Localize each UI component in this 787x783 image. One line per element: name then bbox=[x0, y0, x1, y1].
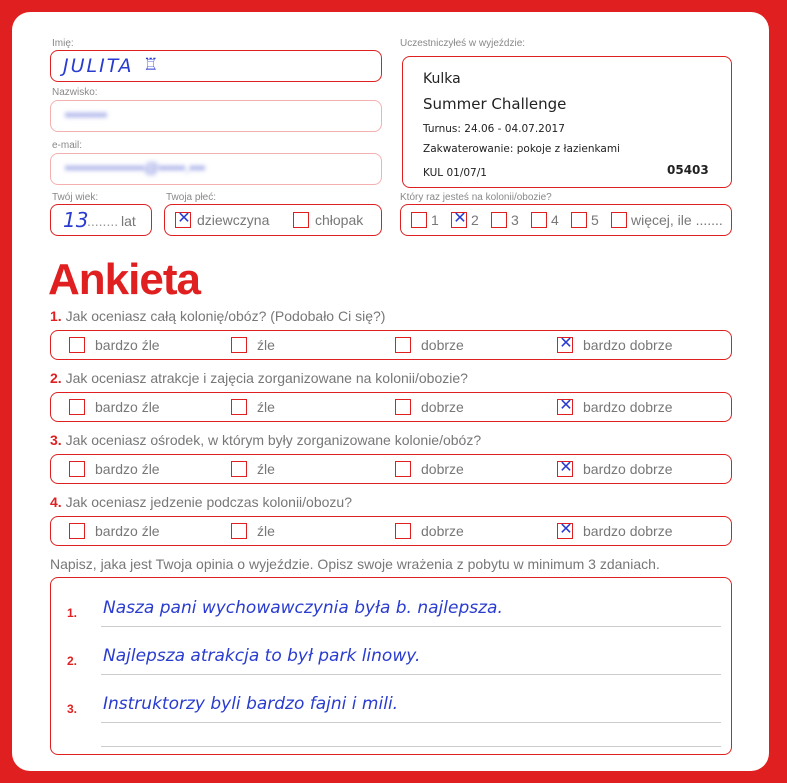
rating-option: bardzo dobrze bbox=[583, 337, 673, 353]
rating-checkbox[interactable] bbox=[557, 333, 573, 353]
check-mark: ✕ bbox=[453, 208, 467, 227]
email-value: •••••••••••••••@•••••.••• bbox=[65, 160, 206, 177]
rating-option: bardzo źle bbox=[95, 461, 160, 477]
times-checkbox-5[interactable] bbox=[571, 212, 587, 228]
rating-option: bardzo dobrze bbox=[583, 523, 673, 539]
gender-option-boy: chłopak bbox=[315, 212, 364, 228]
survey-title: Ankieta bbox=[48, 255, 200, 304]
times-checkbox-1[interactable] bbox=[411, 212, 427, 228]
times-option-3: 3 bbox=[511, 212, 519, 228]
gender-checkbox-boy[interactable] bbox=[293, 212, 309, 228]
question-1 bbox=[50, 308, 385, 324]
rating-row-2 bbox=[50, 392, 732, 422]
rating-checkbox[interactable] bbox=[557, 519, 573, 539]
ticket-brand: Kulka bbox=[423, 71, 461, 87]
times-checkbox-more[interactable] bbox=[611, 212, 627, 228]
opinion-number: 1. bbox=[67, 606, 78, 620]
ruled-line bbox=[101, 746, 721, 747]
surname-field[interactable] bbox=[50, 100, 382, 132]
rating-option: bardzo źle bbox=[95, 523, 160, 539]
times-checkbox-4[interactable] bbox=[531, 212, 547, 228]
rating-option: źle bbox=[257, 399, 275, 415]
opinion-line-1: Nasza pani wychowawczynia była b. najlepsza. bbox=[103, 598, 503, 618]
email-label: e-mail: bbox=[52, 140, 83, 151]
check-mark: ✕ bbox=[559, 333, 573, 352]
rating-option: bardzo dobrze bbox=[583, 461, 673, 477]
opinion-number: 3. bbox=[67, 702, 78, 716]
times-option-5: 5 bbox=[591, 212, 599, 228]
rating-checkbox[interactable] bbox=[69, 337, 85, 353]
question-number: 2. bbox=[50, 370, 62, 386]
question-number: 3. bbox=[50, 432, 62, 448]
rating-checkbox[interactable] bbox=[231, 337, 247, 353]
gender-label: Twoja płeć: bbox=[166, 192, 217, 203]
rating-checkbox[interactable] bbox=[395, 461, 411, 477]
question-number: 1. bbox=[50, 308, 62, 324]
check-mark: ✕ bbox=[559, 519, 573, 538]
question-4 bbox=[50, 494, 352, 510]
age-dots: ........ bbox=[87, 213, 119, 229]
rating-option: źle bbox=[257, 337, 275, 353]
gender-group bbox=[164, 204, 382, 236]
rating-row-3 bbox=[50, 454, 732, 484]
question-text: Jak oceniasz całą kolonię/obóz? (Podobało Ci się?) bbox=[65, 308, 386, 324]
question-text: Jak oceniasz ośrodek, w którym były zorganizowane kolonie/obóz? bbox=[65, 432, 482, 448]
times-group bbox=[400, 204, 732, 236]
rating-checkbox[interactable] bbox=[69, 523, 85, 539]
rating-checkbox[interactable] bbox=[395, 337, 411, 353]
ticket-lodging: Zakwaterowanie: pokoje z łazienkami bbox=[423, 143, 620, 155]
question-text: Jak oceniasz jedzenie podczas kolonii/obozu? bbox=[65, 494, 352, 510]
times-option-4: 4 bbox=[551, 212, 559, 228]
rating-row-4 bbox=[50, 516, 732, 546]
rating-option: źle bbox=[257, 461, 275, 477]
survey-sheet bbox=[12, 12, 769, 771]
age-field[interactable] bbox=[50, 204, 152, 236]
ruled-line bbox=[101, 674, 721, 675]
ticket-program: Summer Challenge bbox=[423, 95, 567, 113]
ticket-code: KUL 01/07/1 bbox=[423, 167, 487, 179]
times-option-1: 1 bbox=[431, 212, 439, 228]
rating-checkbox[interactable] bbox=[231, 461, 247, 477]
rating-checkbox[interactable] bbox=[395, 399, 411, 415]
rating-checkbox[interactable] bbox=[69, 399, 85, 415]
ruled-line bbox=[101, 626, 721, 627]
opinion-line-3: Instruktorzy byli bardzo fajni i mili. bbox=[103, 694, 399, 714]
times-option-more: więcej, ile ....... bbox=[631, 212, 723, 228]
rating-row-1 bbox=[50, 330, 732, 360]
opinion-prompt: Napisz, jaka jest Twoja opinia o wyjeździe. Opisz swoje wrażenia z pobytu w minimum 3 zdaniach. bbox=[50, 556, 660, 572]
rating-option: dobrze bbox=[421, 337, 464, 353]
times-checkbox-3[interactable] bbox=[491, 212, 507, 228]
email-field[interactable] bbox=[50, 153, 382, 185]
surname-value: •••••••• bbox=[65, 107, 108, 124]
rating-checkbox[interactable] bbox=[395, 523, 411, 539]
ruled-line bbox=[101, 722, 721, 723]
rating-option: źle bbox=[257, 523, 275, 539]
name-field[interactable] bbox=[50, 50, 382, 82]
gender-checkbox-girl[interactable] bbox=[175, 208, 191, 228]
question-2 bbox=[50, 370, 468, 386]
ticket-turnus: Turnus: 24.06 - 04.07.2017 bbox=[423, 123, 565, 135]
question-text: Jak oceniasz atrakcje i zajęcia zorganizowane na kolonii/obozie? bbox=[65, 370, 468, 386]
age-value: 13 bbox=[63, 208, 89, 232]
age-label: Twój wiek: bbox=[52, 192, 99, 203]
opinion-line-2: Najlepsza atrakcja to był park linowy. bbox=[103, 646, 421, 666]
trip-ticket bbox=[402, 56, 732, 188]
opinion-number: 2. bbox=[67, 654, 78, 668]
question-3 bbox=[50, 432, 481, 448]
check-mark: ✕ bbox=[559, 395, 573, 414]
name-mark: ♖ bbox=[143, 55, 159, 75]
rating-checkbox[interactable] bbox=[557, 395, 573, 415]
times-label: Który raz jesteś na kolonii/obozie? bbox=[400, 192, 552, 203]
times-option-2: 2 bbox=[471, 212, 479, 228]
age-unit: lat bbox=[121, 213, 136, 229]
gender-option-girl: dziewczyna bbox=[197, 212, 270, 228]
rating-checkbox[interactable] bbox=[557, 457, 573, 477]
rating-option: bardzo źle bbox=[95, 337, 160, 353]
times-checkbox-2[interactable] bbox=[451, 208, 467, 228]
rating-option: dobrze bbox=[421, 523, 464, 539]
rating-checkbox[interactable] bbox=[69, 461, 85, 477]
ticket-number: 05403 bbox=[667, 163, 709, 177]
participant-label: Uczestniczyłeś w wyjeździe: bbox=[400, 38, 526, 49]
rating-option: dobrze bbox=[421, 399, 464, 415]
rating-checkbox[interactable] bbox=[231, 399, 247, 415]
check-mark: ✕ bbox=[177, 208, 191, 227]
check-mark: ✕ bbox=[559, 457, 573, 476]
rating-option: dobrze bbox=[421, 461, 464, 477]
name-value: JULITA bbox=[63, 55, 134, 77]
rating-option: bardzo źle bbox=[95, 399, 160, 415]
name-label: Imię: bbox=[52, 38, 74, 49]
opinion-field[interactable] bbox=[50, 577, 732, 755]
question-number: 4. bbox=[50, 494, 62, 510]
surname-label: Nazwisko: bbox=[52, 87, 98, 98]
rating-checkbox[interactable] bbox=[231, 523, 247, 539]
rating-option: bardzo dobrze bbox=[583, 399, 673, 415]
